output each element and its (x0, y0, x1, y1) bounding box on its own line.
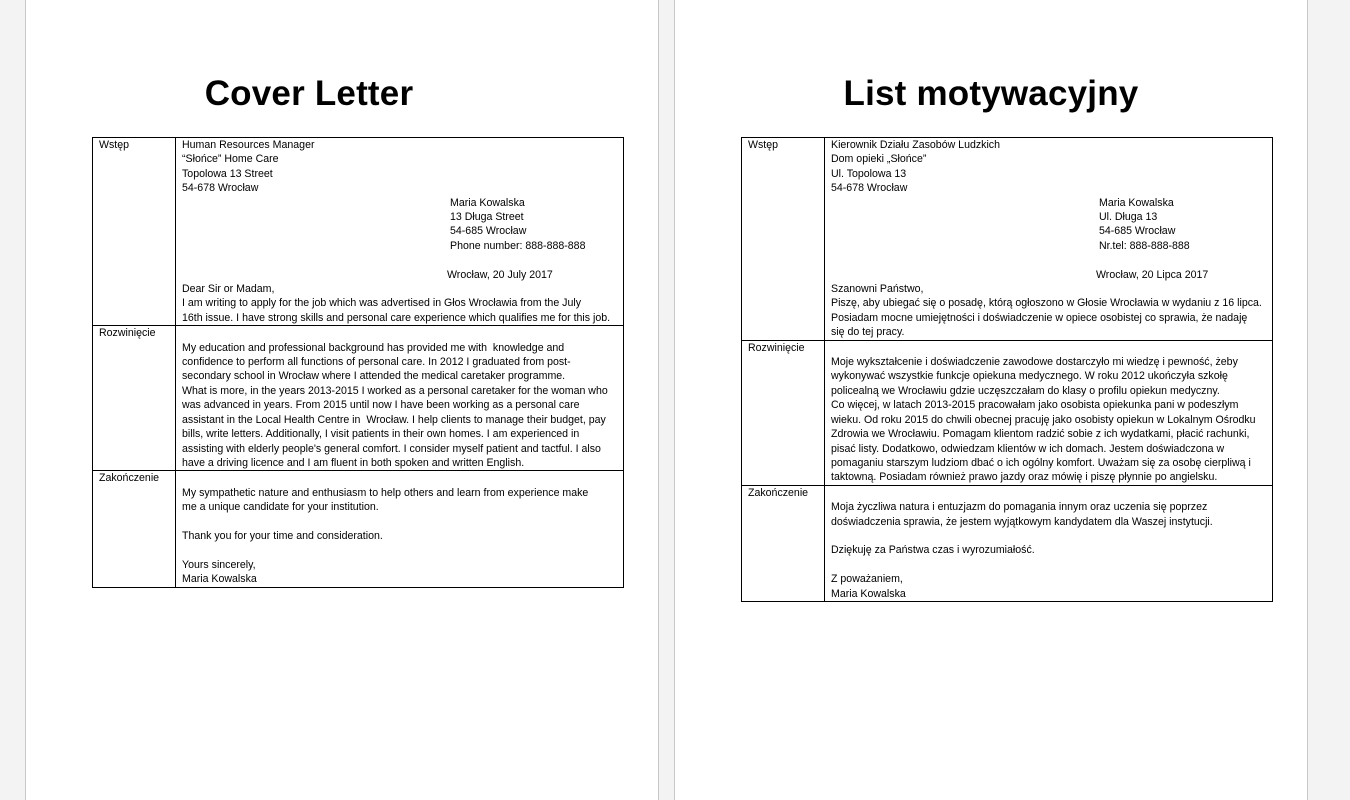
thanks-line: Dziękuję za Państwa czas i wyrozumiałość. (831, 544, 1035, 557)
page-title: List motywacyjny (843, 74, 1139, 113)
recipient-line: Kierownik Działu Zasobów Ludzkich (831, 139, 1000, 151)
body-line: Co więcej, w latach 2013-2015 pracowałam jako osobista opiekunka pani w podeszłym (831, 399, 1239, 412)
intro-line: Szanowni Państwo, (831, 283, 924, 296)
recipient-line: “Słońce” Home Care (182, 153, 279, 166)
section-label: Rozwinięcie (93, 326, 176, 471)
body-line: assisting with elderly people's general comfort. I consider myself patient and tactful. I also (182, 442, 601, 455)
intro-cell (176, 138, 624, 326)
body-line: pisać listy. Dodatkowo, odwiedzam klientów w ich domach. Jestem doświadczona w (831, 442, 1225, 455)
intro-line: 16th issue. I have strong skills and personal care experience which qualifies me for this job. (182, 311, 611, 324)
signoff-line: Yours sincerely, (182, 558, 256, 571)
recipient-line: Topolowa 13 Street (182, 167, 273, 180)
intro-line: Piszę, aby ubiegać się o posadę, którą ogłoszono w Głosie Wrocławia w wydaniu z 16 lipca. (831, 297, 1262, 310)
table-row (93, 138, 624, 326)
closing-cell (176, 471, 624, 587)
intro-line: I am writing to apply for the job which was advertised in Głos Wrocławia from the July (182, 297, 581, 310)
recipient-line: 54-678 Wrocław (831, 182, 908, 195)
body-line: taktowną. Posiadam również prawo jazdy oraz mówię i piszę płynnie po angielsku. (831, 471, 1218, 484)
section-label: Zakończenie (93, 471, 176, 587)
body-line: confidence to perform all functions of personal care. In 2012 I graduated from post- (182, 356, 571, 369)
section-label: Wstęp (742, 138, 825, 341)
closing-cell (825, 485, 1273, 601)
english-page (25, 0, 659, 800)
intro-line: się do tej pracy. (831, 326, 905, 339)
body-line: bills, write letters. Additionally, I visit patients in their own homes. I am experienced in (182, 428, 580, 441)
recipient-line: 54-678 Wrocław (182, 182, 259, 195)
sender-line: Phone number: 888-888-888 (450, 239, 586, 252)
polish-page (674, 0, 1308, 800)
body-cell (825, 340, 1273, 485)
body-cell (176, 326, 624, 471)
body-line: secondary school in Wrocław where I attended the medical caretaker programme. (182, 370, 566, 383)
sender-line: Nr.tel: 888-888-888 (1099, 239, 1190, 252)
sender-line: 13 Długa Street (450, 211, 524, 224)
body-line: assistant in the Local Health Centre in Wrocław. I help clients to manage their budget, pay (182, 413, 606, 426)
sender-line: 54-685 Wrocław (450, 225, 527, 238)
body-line: wieku. Od roku 2015 do chwili obecnej pracuję jako osobisty opiekun w Lokalnym Ośrodku (831, 413, 1256, 426)
body-line: Moje wykształcenie i doświadczenie zawodowe dostarczyło mi wiedzę i pewność, żeby (831, 356, 1238, 369)
section-label: Wstęp (93, 138, 176, 326)
intro-line: Dear Sir or Madam, (182, 283, 275, 296)
date-line: Wrocław, 20 July 2017 (447, 268, 553, 281)
closing-line: me a unique candidate for your institution. (182, 501, 379, 514)
sender-line: Maria Kowalska (450, 196, 525, 209)
body-line: Zdrowia we Wrocławiu. Pomagam klientom radzić sobie z ich wydatkami, płacić rachunki, (831, 428, 1250, 441)
closing-line: My sympathetic nature and enthusiasm to help others and learn from experience make (182, 486, 589, 499)
recipient-line: Human Resources Manager (182, 139, 315, 151)
section-label: Rozwinięcie (742, 340, 825, 485)
page-title: Cover Letter (204, 74, 414, 113)
body-line: My education and professional background has provided me with knowledge and (182, 341, 565, 354)
closing-line: doświadczenia sprawia, że jestem wyjątkowym kandydatem dla Waszej instytucji. (831, 515, 1213, 528)
signature-line: Maria Kowalska (831, 587, 906, 600)
intro-cell (825, 138, 1273, 341)
table-row (742, 138, 1273, 341)
table-row (742, 340, 1273, 485)
letter-table (741, 137, 1273, 602)
date-line: Wrocław, 20 Lipca 2017 (1096, 268, 1209, 281)
body-line: was advanced in years. From 2015 until now I have been working as a personal care (182, 399, 580, 412)
table-row (93, 471, 624, 587)
closing-line: Moja życzliwa natura i entuzjazm do pomagania innym oraz uczenia się poprzez (831, 501, 1208, 514)
body-line: What is more, in the years 2013-2015 I worked as a personal caretaker for the woman who (182, 384, 608, 397)
sender-line: 54-685 Wrocław (1099, 225, 1176, 238)
sender-line: Maria Kowalska (1099, 196, 1174, 209)
body-line: pomaganiu starszym ludziom dbać o ich ogólny komfort. Uważam się za osobę cierpliwą i (831, 456, 1251, 469)
intro-line: Posiadam mocne umiejętności i doświadczenie w opiece osobistej co sprawia, że nadaję (831, 311, 1248, 324)
table-row (93, 326, 624, 471)
body-line: have a driving licence and I am fluent in both spoken and written English. (182, 456, 525, 469)
recipient-line: Ul. Topolowa 13 (831, 167, 907, 180)
letter-table (92, 137, 624, 588)
section-label: Zakończenie (742, 485, 825, 601)
signoff-line: Z poważaniem, (831, 573, 903, 586)
body-line: wykonywać wszystkie funkcje opiekuna medycznego. W roku 2012 ukończyła szkołę (831, 370, 1228, 383)
sender-line: Ul. Długa 13 (1099, 211, 1158, 224)
body-line: policealną we Wrocławiu gdzie uczęszczałam do klasy o profilu opiekun medyczny. (831, 384, 1220, 397)
table-row (742, 485, 1273, 601)
thanks-line: Thank you for your time and consideration. (182, 529, 383, 542)
signature-line: Maria Kowalska (182, 573, 257, 586)
recipient-line: Dom opieki „Słońce” (831, 153, 927, 166)
